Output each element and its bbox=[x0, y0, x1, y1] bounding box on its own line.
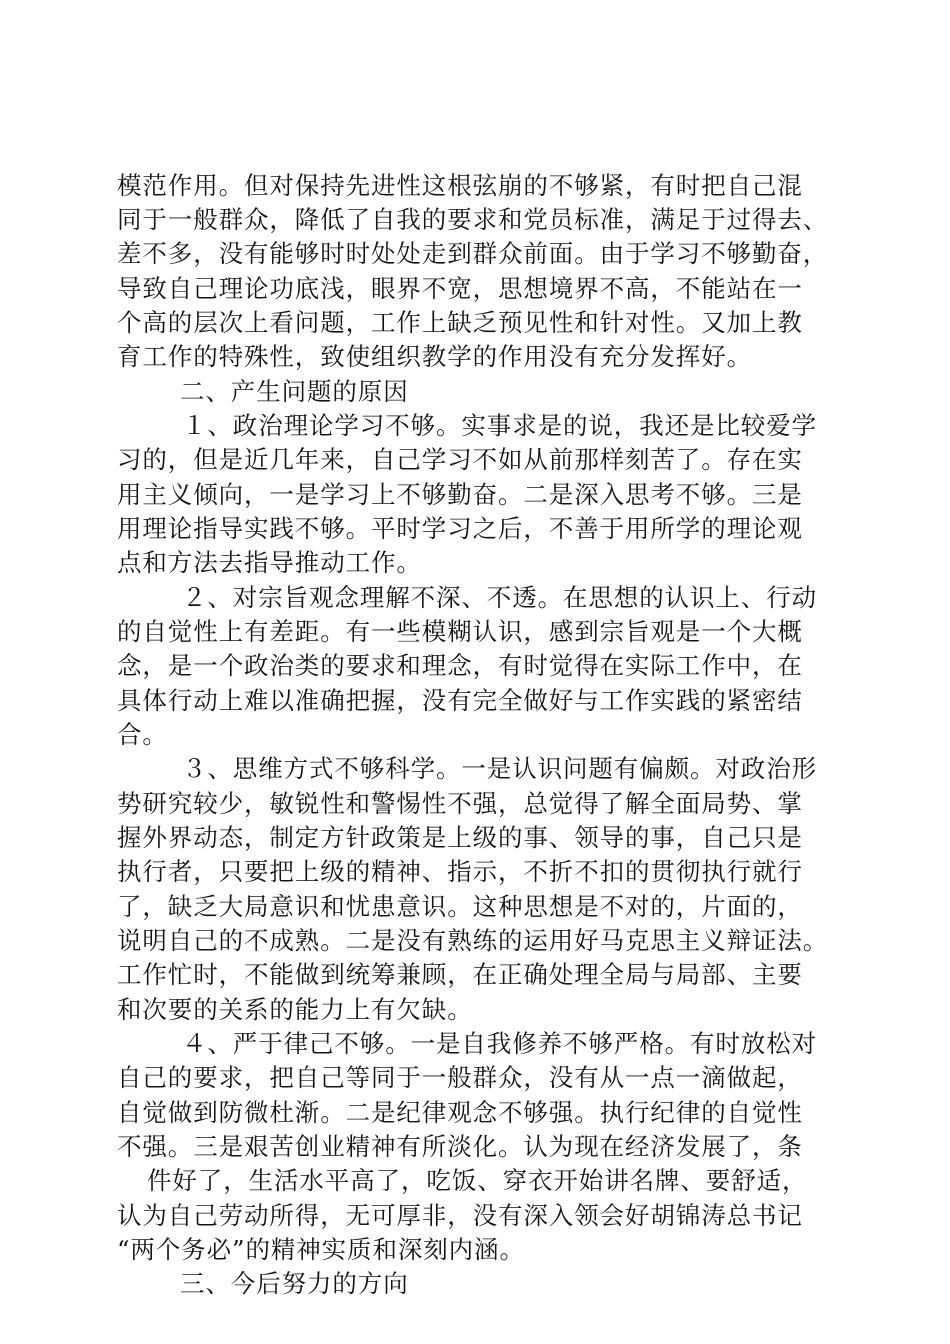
text-line: 用理论指导实践不够。平时学习之后，不善于用所学的理论观 bbox=[117, 514, 803, 543]
text-line: 差不多，没有能够时时处处走到群众前面。由于学习不够勤奋， bbox=[117, 239, 829, 268]
text-line: 认为自己劳动所得，无可厚非，没有深入领会好胡锦涛总书记 bbox=[117, 1201, 803, 1230]
text-line: １、政治理论学习不够。实事求是的说，我还是比较爱学 bbox=[182, 411, 817, 440]
text-line: 念，是一个政治类的要求和理念，有时觉得在实际工作中，在 bbox=[117, 651, 803, 680]
text-line: 不强。三是艰苦创业精神有所淡化。认为现在经济发展了，条 bbox=[117, 1132, 803, 1161]
text-line: 用主义倾向，一是学习上不够勤奋。二是深入思考不够。三是 bbox=[117, 480, 803, 509]
text-line: “两个务必”的精神实质和深刻内涵。 bbox=[117, 1235, 525, 1264]
text-line: 合。 bbox=[117, 720, 168, 749]
text-line: 件好了，生活水平高了，吃饭、穿衣开始讲名牌、要舒适， bbox=[147, 1166, 808, 1195]
text-line: 同于一般群众，降低了自我的要求和党员标准，满足于过得去、 bbox=[117, 205, 829, 234]
text-line: 执行者，只要把上级的精神、指示，不折不扣的贯彻执行就行 bbox=[117, 857, 803, 886]
section-heading: 二、产生问题的原因 bbox=[180, 377, 409, 406]
text-line: 的自觉性上有差距。有一些模糊认识，感到宗旨观是一个大概 bbox=[117, 617, 803, 646]
text-line: 说明自己的不成熟。二是没有熟练的运用好马克思主义辩证法。 bbox=[117, 926, 829, 955]
text-line: 具体行动上难以准确把握，没有完全做好与工作实践的紧密结 bbox=[117, 686, 803, 715]
text-line: 了，缺乏大局意识和忧患意识。这种思想是不对的，片面的， bbox=[117, 892, 803, 921]
text-line: 模范作用。但对保持先进性这根弦崩的不够紧，有时把自己混 bbox=[117, 171, 803, 200]
text-line: 和次要的关系的能力上有欠缺。 bbox=[117, 995, 473, 1024]
text-line: 导致自己理论功底浅，眼界不宽，思想境界不高，不能站在一 bbox=[117, 274, 803, 303]
text-line: 点和方法去指导推动工作。 bbox=[117, 548, 422, 577]
text-line: 自觉做到防微杜渐。二是纪律观念不够强。执行纪律的自觉性 bbox=[117, 1098, 803, 1127]
text-line: 个高的层次上看问题，工作上缺乏预见性和针对性。又加上教 bbox=[117, 308, 803, 337]
text-line: 工作忙时，不能做到统筹兼顾，在正确处理全局与局部、主要 bbox=[117, 960, 803, 989]
text-line: 习的，但是近几年来，自己学习不如从前那样刻苦了。存在实 bbox=[117, 445, 803, 474]
text-line: 握外界动态，制定方针政策是上级的事、领导的事，自己只是 bbox=[117, 823, 803, 852]
text-line: 势研究较少，敏锐性和警惕性不强，总觉得了解全面局势、掌 bbox=[117, 789, 803, 818]
section-heading: 三、今后努力的方向 bbox=[180, 1269, 409, 1298]
text-line: 育工作的特殊性，致使组织教学的作用没有充分发挥好。 bbox=[117, 342, 752, 371]
text-line: ２、对宗旨观念理解不深、不透。在思想的认识上、行动 bbox=[182, 583, 817, 612]
text-line: 自己的要求，把自己等同于一般群众，没有从一点一滴做起， bbox=[117, 1063, 803, 1092]
text-line: ３、思维方式不够科学。一是认识问题有偏颇。对政治形 bbox=[182, 754, 817, 783]
text-line: ４、严于律己不够。一是自我修养不够严格。有时放松对 bbox=[182, 1029, 817, 1058]
